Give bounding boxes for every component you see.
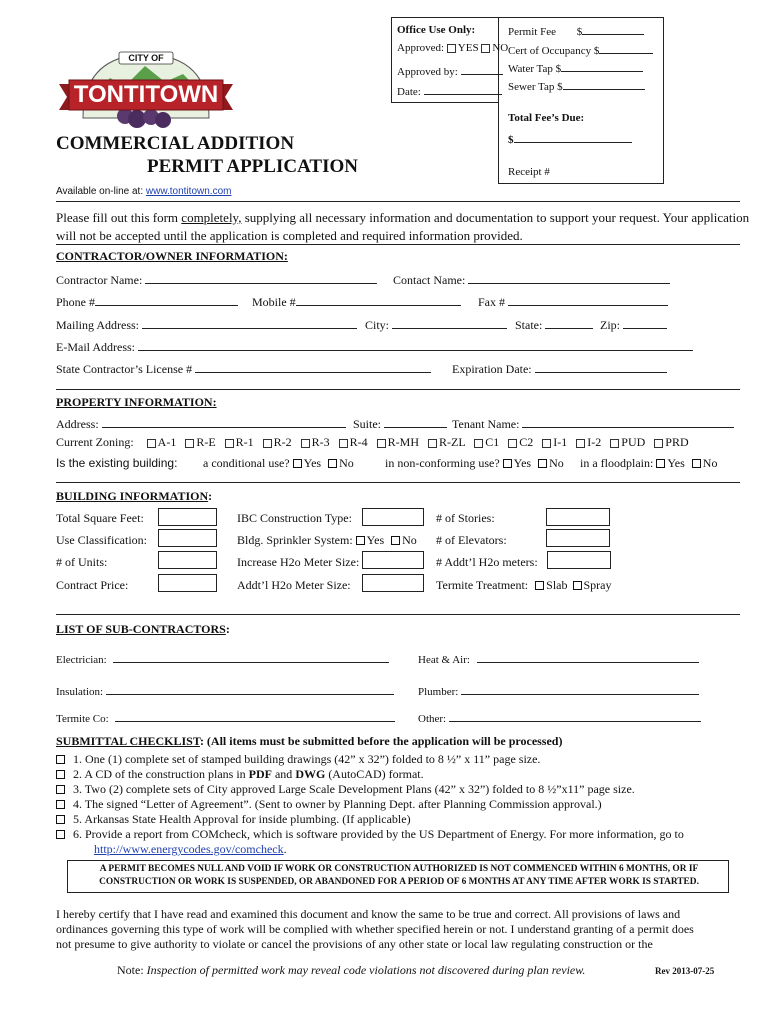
checklist-item-5 [56,812,411,827]
checklist-checkbox-3[interactable] [56,785,65,794]
stories-label: # of Stories: [436,511,495,525]
checklist-checkbox-5[interactable] [56,815,65,824]
checklist-and: and [271,767,296,781]
checklist-heading-text: SUBMITTAL CHECKLIST [56,734,200,748]
zone-checkbox[interactable] [474,439,483,448]
checklist-text-6: 6. Provide a report from COMcheck, which is software provided by the US Department of Energy. For more information, go to [73,827,684,841]
certify-line2: ordinances governing this type of work will be complied with whether specified herein or not. I understand granting of a permit does [56,922,694,936]
approved-label: Approved: [397,42,445,54]
checklist-text-5: 5. Arkansas State Health Approval for inside plumbing. (If applicable) [73,812,411,826]
zone-checkbox[interactable] [147,439,156,448]
permit-fee-label: Permit Fee [508,26,556,38]
city-label: City: [365,318,390,332]
termite-co-row [56,709,395,725]
zone-option[interactable] [542,435,567,449]
contractor-heading: CONTRACTOR/OWNER INFORMATION: [56,249,288,263]
nonconforming-row [385,456,564,471]
nonconforming-yes-label: Yes [513,456,532,470]
divider-contractor [56,244,740,245]
email-label: E-Mail Address: [56,340,135,354]
address-field[interactable] [102,415,346,428]
total-sqft-input[interactable] [158,508,217,526]
zone-option[interactable] [576,435,601,449]
floodplain-yes-label: Yes [667,456,685,470]
checklist-checkbox-2[interactable] [56,770,65,779]
existing-building-row [56,456,177,471]
floodplain-yes-checkbox[interactable] [656,459,665,468]
addtl-meters-label: # Addt’l H2o meters: [436,555,538,569]
checklist-checkbox-4[interactable] [56,800,65,809]
mailing-label: Mailing Address: [56,318,139,332]
email-field[interactable] [138,338,693,351]
zone-label: PRD [665,435,689,449]
units-input[interactable] [158,551,217,569]
phone-label: Phone # [56,295,95,309]
zone-label: R-E [196,435,216,449]
sewer-tap-field[interactable] [563,77,645,90]
intro-line1 [56,210,749,226]
floodplain-no-label: No [702,456,718,470]
divider-building [56,482,740,483]
addtl-meter-size-label: Addt’l H2o Meter Size: [237,578,351,592]
zone-checkbox[interactable] [542,439,551,448]
building-heading [56,489,212,504]
addtl-meters-input[interactable] [547,551,611,569]
termite-row [436,578,612,593]
conditional-no-checkbox[interactable] [328,459,337,468]
checklist-text-3: 3. Two (2) complete sets of City approved Large Scale Development Plans (42” x 32”) folded to 8 ½”x11” page size. [73,782,635,796]
termite-co-field[interactable] [115,709,395,722]
certify-line3: not presume to give authority to violate or cancel the provisions of any other state or local law regulating construction or the [56,937,653,951]
approved-yes-checkbox[interactable] [447,44,456,53]
termite-label: Termite Treatment: [436,578,529,592]
zone-checkbox[interactable] [610,439,619,448]
checklist-text-2b: (AutoCAD) format. [325,767,424,781]
conditional-use-row [203,456,354,471]
license-label: State Contractor’s License # [56,362,193,376]
building-heading-text: BUILDING INFORMATION [56,489,209,503]
conditional-yes-label: Yes [303,456,322,470]
contract-price-label: Contract Price: [56,578,129,592]
addtl-meter-size-input[interactable] [362,574,424,592]
floodplain-no-checkbox[interactable] [692,459,701,468]
footer-note [117,963,585,978]
approved-yes-label: YES [457,42,479,54]
sewer-tap-label: Sewer Tap $ [508,81,563,93]
elevators-label: # of Elevators: [436,533,507,547]
fax-row [478,293,668,310]
zone-label: R-ZL [439,435,466,449]
cert-occupancy-label: Cert of Occupancy $ [508,45,600,57]
revision-label: Rev 2013-07-25 [655,966,715,976]
state-label: State: [515,318,543,332]
total-fees-dollar: $ [508,134,514,146]
divider-property [56,389,740,390]
other-label: Other: [418,713,447,725]
checklist-text-4: 4. The signed “Letter of Agreement”. (Sent to owner by Planning Dept. after Planning Commission approval.) [73,797,602,811]
cert-occupancy-field[interactable] [599,41,653,54]
floodplain-row [580,456,717,471]
zip-label: Zip: [600,318,620,332]
zone-checkbox[interactable] [377,439,386,448]
checklist-item-6 [56,827,684,842]
zoning-label: Current Zoning: [56,435,134,449]
heat-air-row [418,650,699,666]
insulation-field[interactable] [106,682,394,695]
total-fees-label: Total Fee’s Due: [508,112,585,124]
subs-heading-text: LIST OF SUB-CONTRACTORS [56,622,226,636]
water-tap-label: Water Tap $ [508,63,562,75]
zone-option[interactable] [185,435,215,449]
contact-name-field[interactable] [468,271,670,284]
logo-city-of: CITY OF [128,53,164,63]
zone-checkbox[interactable] [301,439,310,448]
form-title-line2: PERMIT APPLICATION [147,156,358,177]
zone-option[interactable] [339,435,368,449]
office-use-title: Office Use Only: [397,24,476,36]
office-date-field[interactable] [424,82,502,95]
zone-label: R-MH [387,435,420,449]
certify-line1: I hereby certify that I have read and examined this document and know the same to be true and correct. All provisions of laws and [56,907,681,921]
zip-row [600,316,667,333]
contractor-name-label: Contractor Name: [56,273,143,287]
available-online [56,186,231,197]
checklist-heading [56,734,562,749]
zone-label: R-4 [349,435,368,449]
footer-note-label: Note: [117,963,147,977]
zone-checkbox[interactable] [185,439,194,448]
sprinkler-yes-label: Yes [366,533,385,547]
phone-field[interactable] [95,293,238,306]
approved-no-label: NO [492,42,509,54]
stories-input[interactable] [546,508,610,526]
total-sqft-label: Total Square Feet: [56,511,144,525]
zone-option[interactable] [610,435,645,449]
insulation-label: Insulation: [56,686,104,698]
checklist-item-4 [56,797,602,812]
expiration-label: Expiration Date: [452,362,532,376]
units-label: # of Units: [56,555,108,569]
available-label: Available on-line at: [56,186,144,197]
zone-label: I-2 [587,435,602,449]
approved-no-checkbox[interactable] [481,44,490,53]
zone-option[interactable] [263,435,292,449]
other-row [418,709,701,725]
mailing-row [56,316,357,333]
zone-checkbox[interactable] [654,439,663,448]
plumber-label: Plumber: [418,686,459,698]
permit-fee-row [508,22,644,38]
tenant-label: Tenant Name: [452,417,520,431]
checklist-item-2 [56,767,424,782]
intro-part1: Please fill out this form [56,210,182,225]
cert-occupancy-row [508,41,653,57]
checklist-dwg: DWG [295,767,326,781]
sewer-tap-row [508,77,645,93]
use-class-label: Use Classification: [56,533,147,547]
nonconforming-no-checkbox[interactable] [538,459,547,468]
zone-checkbox[interactable] [508,439,517,448]
city-field[interactable] [392,316,507,329]
termite-spray-label: Spray [583,578,612,592]
zone-label: R-1 [235,435,254,449]
sprinkler-no-label: No [402,533,417,547]
water-tap-row [508,59,643,75]
checklist-pdf: PDF [248,767,272,781]
heat-air-label: Heat & Air: [418,654,470,666]
zone-option[interactable] [147,435,177,449]
termite-co-label: Termite Co: [56,713,109,725]
footer-note-text: Inspection of permitted work may reveal code violations not discovered during plan review. [146,963,586,977]
zone-option[interactable] [225,435,254,449]
divider-top [56,201,740,202]
subs-heading-colon: : [225,622,230,636]
website-link[interactable]: www.tontitown.com [145,186,232,197]
electrician-label: Electrician: [56,654,107,666]
office-date-label: Date: [397,86,421,98]
zone-label: C1 [485,435,500,449]
zone-label: C2 [519,435,534,449]
expiration-field[interactable] [535,360,667,373]
zone-option[interactable] [301,435,330,449]
contractor-name-row [56,271,377,288]
permit-fee-dollar: $ [576,26,583,38]
sprinkler-label: Bldg. Sprinkler System: [237,533,353,547]
termite-slab-checkbox[interactable] [535,581,544,590]
intro-completely: completely, [181,210,242,225]
zone-label: PUD [621,435,646,449]
zone-checkbox[interactable] [225,439,234,448]
warning-line1: A PERMIT BECOMES NULL AND VOID IF WORK OR CONSTRUCTION AUTHORIZED IS NOT COMMENCED WITHIN 6 MONTHS, OR IF [99,864,699,874]
elevators-input[interactable] [546,529,610,547]
approved-row [397,42,508,54]
approved-by-field[interactable] [461,62,503,75]
suite-row [353,415,447,432]
water-tap-field[interactable] [561,59,643,72]
termite-spray-checkbox[interactable] [573,581,582,590]
checklist-item-3 [56,782,635,797]
checklist-checkbox-1[interactable] [56,755,65,764]
contact-name-label: Contact Name: [393,273,466,287]
mailing-field[interactable] [142,316,357,329]
nonconforming-label: in non-conforming use? [385,456,500,470]
zone-label: R-3 [311,435,330,449]
ibc-label: IBC Construction Type: [237,511,352,525]
checklist-text-2a: 2. A CD of the construction plans in [73,767,249,781]
ibc-input[interactable] [362,508,424,526]
building-heading-colon: : [208,489,213,503]
checklist-note: : (All items must be submitted before the application will be processed) [199,734,563,748]
comcheck-period: . [283,842,287,856]
comcheck-link[interactable]: http://www.energycodes.gov/comcheck [94,842,284,856]
zone-option[interactable] [474,435,499,449]
tenant-field[interactable] [522,415,734,428]
increase-meter-label: Increase H2o Meter Size: [237,555,360,569]
office-date-row [397,82,502,98]
electrician-row [56,650,389,666]
phone-row [56,293,238,310]
fax-label: Fax # [478,295,505,309]
conditional-label: a conditional use? [203,456,290,470]
plumber-row [418,682,699,698]
insulation-row [56,682,394,698]
zone-option[interactable] [508,435,533,449]
approved-by-label: Approved by: [397,66,458,78]
sprinkler-no-checkbox[interactable] [391,536,400,545]
license-row [56,360,431,377]
checklist-checkbox-6[interactable] [56,830,65,839]
email-row [56,338,693,355]
logo-tontitown: TONTITOWN [73,81,219,108]
conditional-yes-checkbox[interactable] [293,459,302,468]
contractor-name-field[interactable] [145,271,377,284]
sprinkler-yes-checkbox[interactable] [356,536,365,545]
subs-heading [56,622,230,637]
zone-checkbox[interactable] [263,439,272,448]
address-label: Address: [56,417,99,431]
nonconforming-no-label: No [549,456,564,470]
zone-label: I-1 [553,435,568,449]
approved-by-row [397,62,503,78]
comcheck-link-row [94,842,287,857]
city-row [365,316,507,333]
mobile-row [252,293,461,310]
state-row [515,316,593,333]
tenant-row [452,415,734,432]
total-fees-row [508,130,632,146]
zone-checkbox[interactable] [428,439,437,448]
zone-label: A-1 [157,435,177,449]
zone-option[interactable] [654,435,688,449]
floodplain-label: in a floodplain: [580,456,654,470]
suite-label: Suite: [353,417,382,431]
other-field[interactable] [449,709,701,722]
contact-name-row [393,271,670,288]
license-field[interactable] [195,360,431,373]
zoning-row [56,435,689,450]
zone-option[interactable] [428,435,465,449]
existing-label: Is the existing building: [56,456,178,470]
warning-line2: CONSTRUCTION OR WORK IS SUSPENDED, OR ABANDONED FOR A PERIOD OF 6 MONTHS AT ANY TIME AFTER WORK IS STARTED. [99,877,699,887]
checklist-item-1 [56,752,540,767]
mobile-field[interactable] [296,293,461,306]
zone-checkbox[interactable] [576,439,585,448]
conditional-no-label: No [339,456,354,470]
state-field[interactable] [545,316,593,329]
zone-checkbox[interactable] [339,439,348,448]
electrician-field[interactable] [113,650,389,663]
form-title-line1: COMMERCIAL ADDITION [56,133,295,154]
sprinkler-row [237,533,417,548]
address-row [56,415,346,432]
city-logo [55,48,237,130]
checklist-text-1: 1. One (1) complete set of stamped building drawings (42” x 32”) folded to 8 ½” x 11” page size. [73,752,541,766]
heat-air-field[interactable] [477,650,699,663]
suite-field[interactable] [384,415,447,428]
receipt-label: Receipt # [508,166,550,178]
zone-label: R-2 [273,435,292,449]
total-fees-field[interactable] [514,130,632,143]
divider-subs [56,614,740,615]
plumber-field[interactable] [461,682,699,695]
zip-field[interactable] [623,316,667,329]
termite-slab-label: Slab [546,578,568,592]
use-class-input[interactable] [158,529,217,547]
fax-field[interactable] [508,293,668,306]
expiration-row [452,360,667,377]
intro-part2: supplying all necessary information and documentation to support your request. Your application [241,210,750,225]
nonconforming-yes-checkbox[interactable] [503,459,512,468]
intro-line2: will not be accepted until the application is completed and required information provided. [56,228,523,243]
contract-price-input[interactable] [158,574,217,592]
property-heading: PROPERTY INFORMATION: [56,395,217,409]
mobile-label: Mobile # [252,295,296,309]
zone-option[interactable] [377,435,419,449]
permit-fee-field[interactable] [582,22,644,35]
increase-meter-input[interactable] [362,551,424,569]
